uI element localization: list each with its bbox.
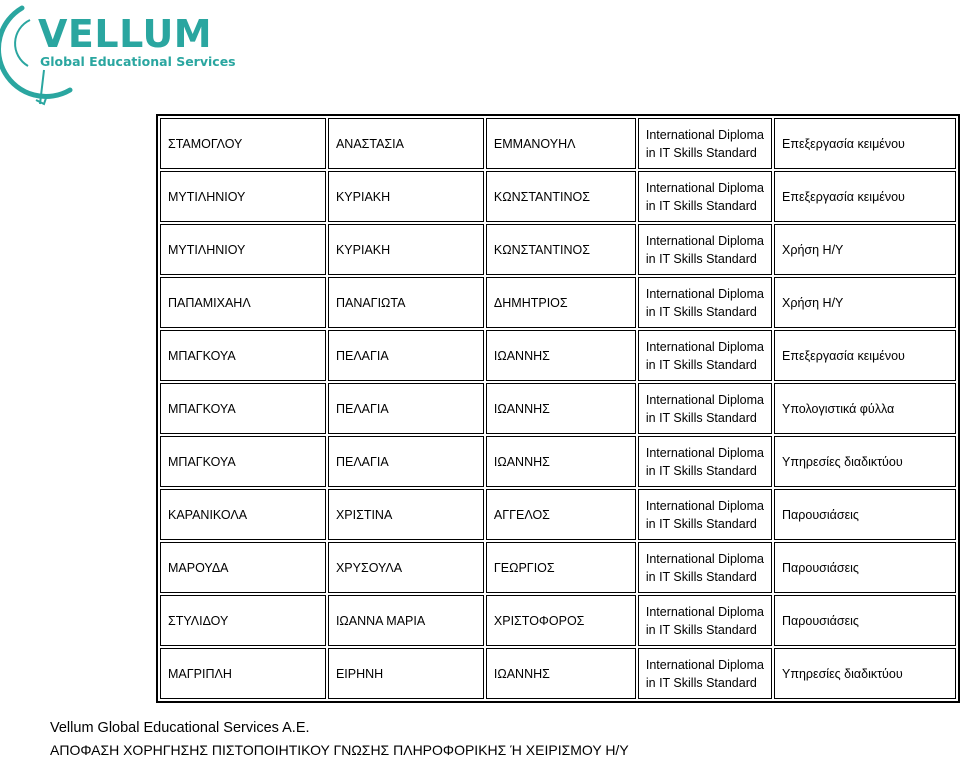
surname-cell: ΜΠΑΓΚΟΥΑ bbox=[160, 330, 326, 381]
first-name-cell: ΚΥΡΙΑΚΗ bbox=[328, 224, 484, 275]
diploma-cell bbox=[638, 277, 772, 328]
diploma-cell bbox=[638, 489, 772, 540]
diploma-line-1: International Diploma bbox=[645, 498, 764, 513]
diploma-cell bbox=[638, 436, 772, 487]
father-name-cell: ΙΩΑΝΝΗΣ bbox=[486, 330, 636, 381]
footer-decision-title: ΑΠΟΦΑΣΗ ΧΟΡΗΓΗΣΗΣ ΠΙΣΤΟΠΟΙΗΤΙΚΟΥ ΓΝΩΣΗΣ ΠΛΗΡΟΦΟΡΙΚΗΣ Ή ΧΕΙΡΙΣΜΟΥ Η/Υ bbox=[50, 742, 629, 758]
diploma-line-2: in IT Skills Standard bbox=[645, 516, 757, 531]
table-row bbox=[160, 330, 956, 381]
diploma-cell bbox=[638, 171, 772, 222]
diploma-cell bbox=[638, 383, 772, 434]
surname-cell: ΣΤΑΜΟΓΛΟΥ bbox=[160, 118, 326, 169]
diploma-line-1: International Diploma bbox=[645, 127, 764, 142]
table-row bbox=[160, 595, 956, 646]
surname-cell: ΣΤΥΛΙΔΟΥ bbox=[160, 595, 326, 646]
diploma-line-1: International Diploma bbox=[645, 657, 764, 672]
diploma-line-2: in IT Skills Standard bbox=[645, 304, 757, 319]
table-row bbox=[160, 224, 956, 275]
diploma-line-2: in IT Skills Standard bbox=[645, 198, 757, 213]
surname-cell: ΜΑΡΟΥΔΑ bbox=[160, 542, 326, 593]
first-name-cell: ΠΑΝΑΓΙΩΤΑ bbox=[328, 277, 484, 328]
module-cell: Παρουσιάσεις bbox=[774, 595, 956, 646]
certificate-table-body bbox=[160, 118, 956, 699]
first-name-cell: ΑΝΑΣΤΑΣΙΑ bbox=[328, 118, 484, 169]
diploma-line-1: International Diploma bbox=[645, 233, 764, 248]
logo-tagline: Global Educational Services bbox=[40, 54, 236, 69]
vellum-logo bbox=[0, 0, 236, 110]
module-cell: Επεξεργασία κειμένου bbox=[774, 171, 956, 222]
father-name-cell: ΙΩΑΝΝΗΣ bbox=[486, 436, 636, 487]
diploma-line-2: in IT Skills Standard bbox=[645, 622, 757, 637]
diploma-cell bbox=[638, 224, 772, 275]
father-name-cell: ΔΗΜΗΤΡΙΟΣ bbox=[486, 277, 636, 328]
module-cell: Υπολογιστικά φύλλα bbox=[774, 383, 956, 434]
diploma-cell bbox=[638, 542, 772, 593]
table-row bbox=[160, 489, 956, 540]
first-name-cell: ΙΩΑΝΝΑ ΜΑΡΙΑ bbox=[328, 595, 484, 646]
module-cell: Υπηρεσίες διαδικτύου bbox=[774, 648, 956, 699]
module-cell: Υπηρεσίες διαδικτύου bbox=[774, 436, 956, 487]
father-name-cell: ΚΩΝΣΤΑΝΤΙΝΟΣ bbox=[486, 224, 636, 275]
diploma-line-1: International Diploma bbox=[645, 445, 764, 460]
module-cell: Χρήση Η/Υ bbox=[774, 277, 956, 328]
diploma-line-2: in IT Skills Standard bbox=[645, 675, 757, 690]
table-row bbox=[160, 383, 956, 434]
first-name-cell: ΠΕΛΑΓΙΑ bbox=[328, 436, 484, 487]
diploma-line-1: International Diploma bbox=[645, 392, 764, 407]
surname-cell: ΜΥΤΙΛΗΝΙΟΥ bbox=[160, 171, 326, 222]
table-row bbox=[160, 436, 956, 487]
father-name-cell: ΙΩΑΝΝΗΣ bbox=[486, 648, 636, 699]
diploma-line-1: International Diploma bbox=[645, 180, 764, 195]
father-name-cell: ΙΩΑΝΝΗΣ bbox=[486, 383, 636, 434]
father-name-cell: ΓΕΩΡΓΙΟΣ bbox=[486, 542, 636, 593]
first-name-cell: ΠΕΛΑΓΙΑ bbox=[328, 330, 484, 381]
first-name-cell: ΚΥΡΙΑΚΗ bbox=[328, 171, 484, 222]
table-row bbox=[160, 277, 956, 328]
surname-cell: ΜΑΓΡΙΠΛΗ bbox=[160, 648, 326, 699]
diploma-line-1: International Diploma bbox=[645, 604, 764, 619]
diploma-cell bbox=[638, 648, 772, 699]
module-cell: Παρουσιάσεις bbox=[774, 489, 956, 540]
module-cell: Παρουσιάσεις bbox=[774, 542, 956, 593]
diploma-line-2: in IT Skills Standard bbox=[645, 569, 757, 584]
diploma-line-2: in IT Skills Standard bbox=[645, 410, 757, 425]
diploma-cell bbox=[638, 595, 772, 646]
father-name-cell: ΕΜΜΑΝΟΥΗΛ bbox=[486, 118, 636, 169]
surname-cell: ΚΑΡΑΝΙΚΟΛΑ bbox=[160, 489, 326, 540]
module-cell: Χρήση Η/Υ bbox=[774, 224, 956, 275]
diploma-line-1: International Diploma bbox=[645, 286, 764, 301]
father-name-cell: ΚΩΝΣΤΑΝΤΙΝΟΣ bbox=[486, 171, 636, 222]
first-name-cell: ΕΙΡΗΝΗ bbox=[328, 648, 484, 699]
table-row bbox=[160, 118, 956, 169]
table-row bbox=[160, 648, 956, 699]
logo-wordmark: VELLUM bbox=[38, 12, 213, 56]
surname-cell: ΠΑΠΑΜΙΧΑΗΛ bbox=[160, 277, 326, 328]
diploma-line-1: International Diploma bbox=[645, 339, 764, 354]
diploma-line-1: International Diploma bbox=[645, 551, 764, 566]
diploma-line-2: in IT Skills Standard bbox=[645, 357, 757, 372]
certificate-table bbox=[156, 114, 960, 703]
footer-company: Vellum Global Educational Services A.E. bbox=[50, 720, 310, 736]
first-name-cell: ΠΕΛΑΓΙΑ bbox=[328, 383, 484, 434]
father-name-cell: ΧΡΙΣΤΟΦΟΡΟΣ bbox=[486, 595, 636, 646]
surname-cell: ΜΠΑΓΚΟΥΑ bbox=[160, 383, 326, 434]
module-cell: Επεξεργασία κειμένου bbox=[774, 330, 956, 381]
diploma-line-2: in IT Skills Standard bbox=[645, 463, 757, 478]
diploma-cell bbox=[638, 330, 772, 381]
table-row bbox=[160, 171, 956, 222]
surname-cell: ΜΥΤΙΛΗΝΙΟΥ bbox=[160, 224, 326, 275]
first-name-cell: ΧΡΥΣΟΥΛΑ bbox=[328, 542, 484, 593]
diploma-line-2: in IT Skills Standard bbox=[645, 145, 757, 160]
module-cell: Επεξεργασία κειμένου bbox=[774, 118, 956, 169]
first-name-cell: ΧΡΙΣΤΙΝΑ bbox=[328, 489, 484, 540]
diploma-line-2: in IT Skills Standard bbox=[645, 251, 757, 266]
surname-cell: ΜΠΑΓΚΟΥΑ bbox=[160, 436, 326, 487]
table-row bbox=[160, 542, 956, 593]
father-name-cell: ΑΓΓΕΛΟΣ bbox=[486, 489, 636, 540]
diploma-cell bbox=[638, 118, 772, 169]
